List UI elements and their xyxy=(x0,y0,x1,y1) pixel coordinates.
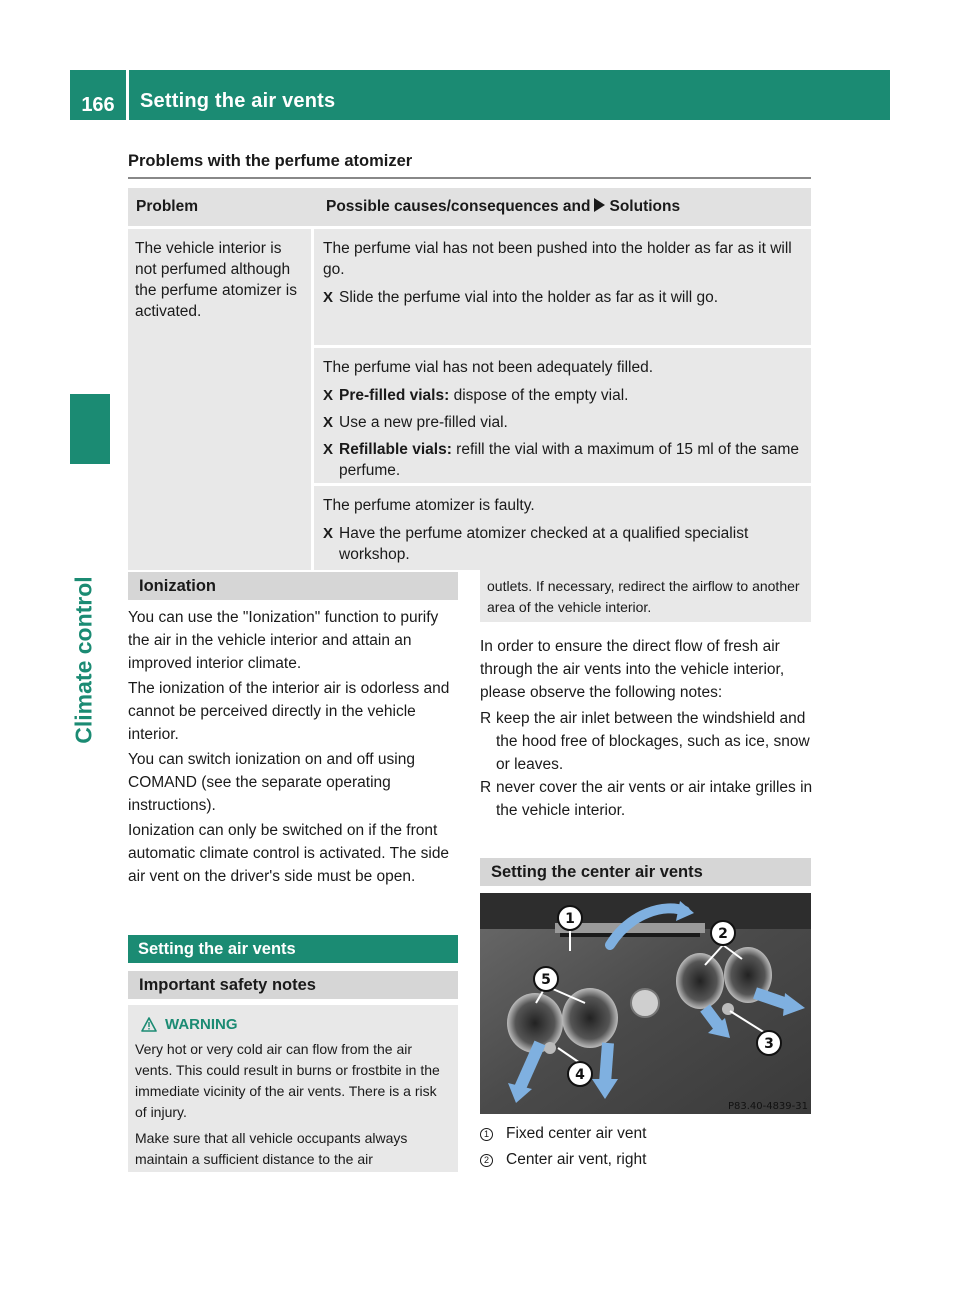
column-header-solutions-prefix: Possible causes/consequences and xyxy=(326,198,591,215)
play-arrow-icon xyxy=(594,198,605,212)
notes-list xyxy=(480,707,813,822)
solution-cell xyxy=(314,486,811,570)
safety-notes-heading: Important safety notes xyxy=(128,971,458,999)
notes-intro: In order to ensure the direct flow of fresh air through the air vents into the vehicle interior, please observe the following notes: xyxy=(480,638,785,701)
action-x-icon: X xyxy=(323,387,334,404)
cause-text: The perfume vial has not been adequately filled. xyxy=(323,359,654,376)
list-item: R keep the air inlet between the windshield and the hood free of blockages, such as ice, snow or leaves. xyxy=(480,707,813,776)
warning-header xyxy=(135,1014,450,1035)
svg-text:1: 1 xyxy=(565,911,575,927)
step-text: Refillable vials: refill the vial with a maximum of 15 ml of the same perfume. xyxy=(339,441,800,479)
callout-number-icon: 1 xyxy=(480,1128,493,1141)
ionization-heading: Ionization xyxy=(128,572,458,600)
header-divider xyxy=(126,70,129,120)
action-step xyxy=(323,439,803,481)
solutions-column xyxy=(314,229,811,570)
action-step xyxy=(323,385,803,406)
air-vents-heading: Setting the air vents xyxy=(128,935,458,963)
svg-text:5: 5 xyxy=(541,972,551,988)
warning-box-continued: outlets. If necessary, redirect the airflow to another area of the vehicle interior. xyxy=(480,570,811,622)
action-x-icon: X xyxy=(323,414,334,431)
action-x-icon: X xyxy=(323,441,334,458)
chapter-tab-marker xyxy=(70,394,110,464)
column-header-solutions xyxy=(314,198,811,216)
center-vents-heading: Setting the center air vents xyxy=(480,858,811,886)
section-rule xyxy=(128,177,811,179)
problems-table xyxy=(128,188,811,570)
bullet-icon: R xyxy=(480,779,492,796)
action-step xyxy=(323,287,803,308)
list-item: R never cover the air vents or air intake grilles in the vehicle interior. xyxy=(480,776,813,822)
solution-cell xyxy=(314,229,811,345)
action-x-icon: X xyxy=(323,525,334,542)
svg-text:2: 2 xyxy=(718,926,728,942)
caption-item: 1 Fixed center air vent xyxy=(480,1122,811,1145)
table-header xyxy=(128,188,811,226)
page-number: 166 xyxy=(81,94,115,116)
callout-number-icon: 2 xyxy=(480,1154,493,1167)
svg-text:4: 4 xyxy=(575,1067,585,1083)
step-text: Use a new pre-filled vial. xyxy=(339,414,508,431)
chapter-label: Climate control xyxy=(70,576,97,744)
caption-item: 2 Center air vent, right xyxy=(480,1148,811,1171)
page-title: Setting the air vents xyxy=(140,90,336,112)
warning-triangle-icon xyxy=(141,1017,157,1032)
step-text: Pre-filled vials: dispose of the empty vial. xyxy=(339,387,629,404)
center-air-vents-photo xyxy=(480,893,811,1114)
warning-label: WARNING xyxy=(165,1016,238,1033)
svg-text:P83.40-4839-31: P83.40-4839-31 xyxy=(727,1101,808,1112)
warning-text: Make sure that all vehicle occupants always maintain a sufficient distance to the air xyxy=(135,1130,408,1167)
svg-text:3: 3 xyxy=(764,1036,774,1052)
problem-cell: The vehicle interior is not perfumed although the perfume atomizer is activated. xyxy=(128,229,311,570)
step-text: Have the perfume atomizer checked at a qualified specialist workshop. xyxy=(339,525,749,563)
cause-text: The perfume vial has not been pushed into the holder as far as it will go. xyxy=(323,240,792,278)
solution-cell xyxy=(314,348,811,483)
column-header-problem: Problem xyxy=(136,198,199,215)
table-row xyxy=(128,229,811,570)
action-x-icon: X xyxy=(323,289,334,306)
bullet-icon: R xyxy=(480,710,492,727)
cause-text: The perfume atomizer is faulty. xyxy=(323,497,535,514)
step-text: Slide the perfume vial into the holder as far as it will go. xyxy=(339,289,719,306)
action-step xyxy=(323,412,803,433)
action-step xyxy=(323,523,803,565)
column-header-solutions-suffix: Solutions xyxy=(609,198,681,215)
warning-text: Very hot or very cold air can flow from the air vents. This could result in burns or frostbite in the immediate vicinity of the air vents. There is a risk of injury. xyxy=(135,1041,440,1120)
warning-box xyxy=(128,1005,458,1172)
section-heading-problems: Problems with the perfume atomizer xyxy=(128,152,413,170)
ionization-text: You can use the "Ionization" function to purify the air in the vehicle interior and attain an improved interior climate. The ionization of the interior air is odorless and cannot be perceived directly in the vehicle interior. You can switch ionization on and off using COMAND (see the separate operating instructions). Ionization can only be switched on if the front automatic climate control is activated. The side air vent on the driver's side must be open. xyxy=(128,609,450,885)
